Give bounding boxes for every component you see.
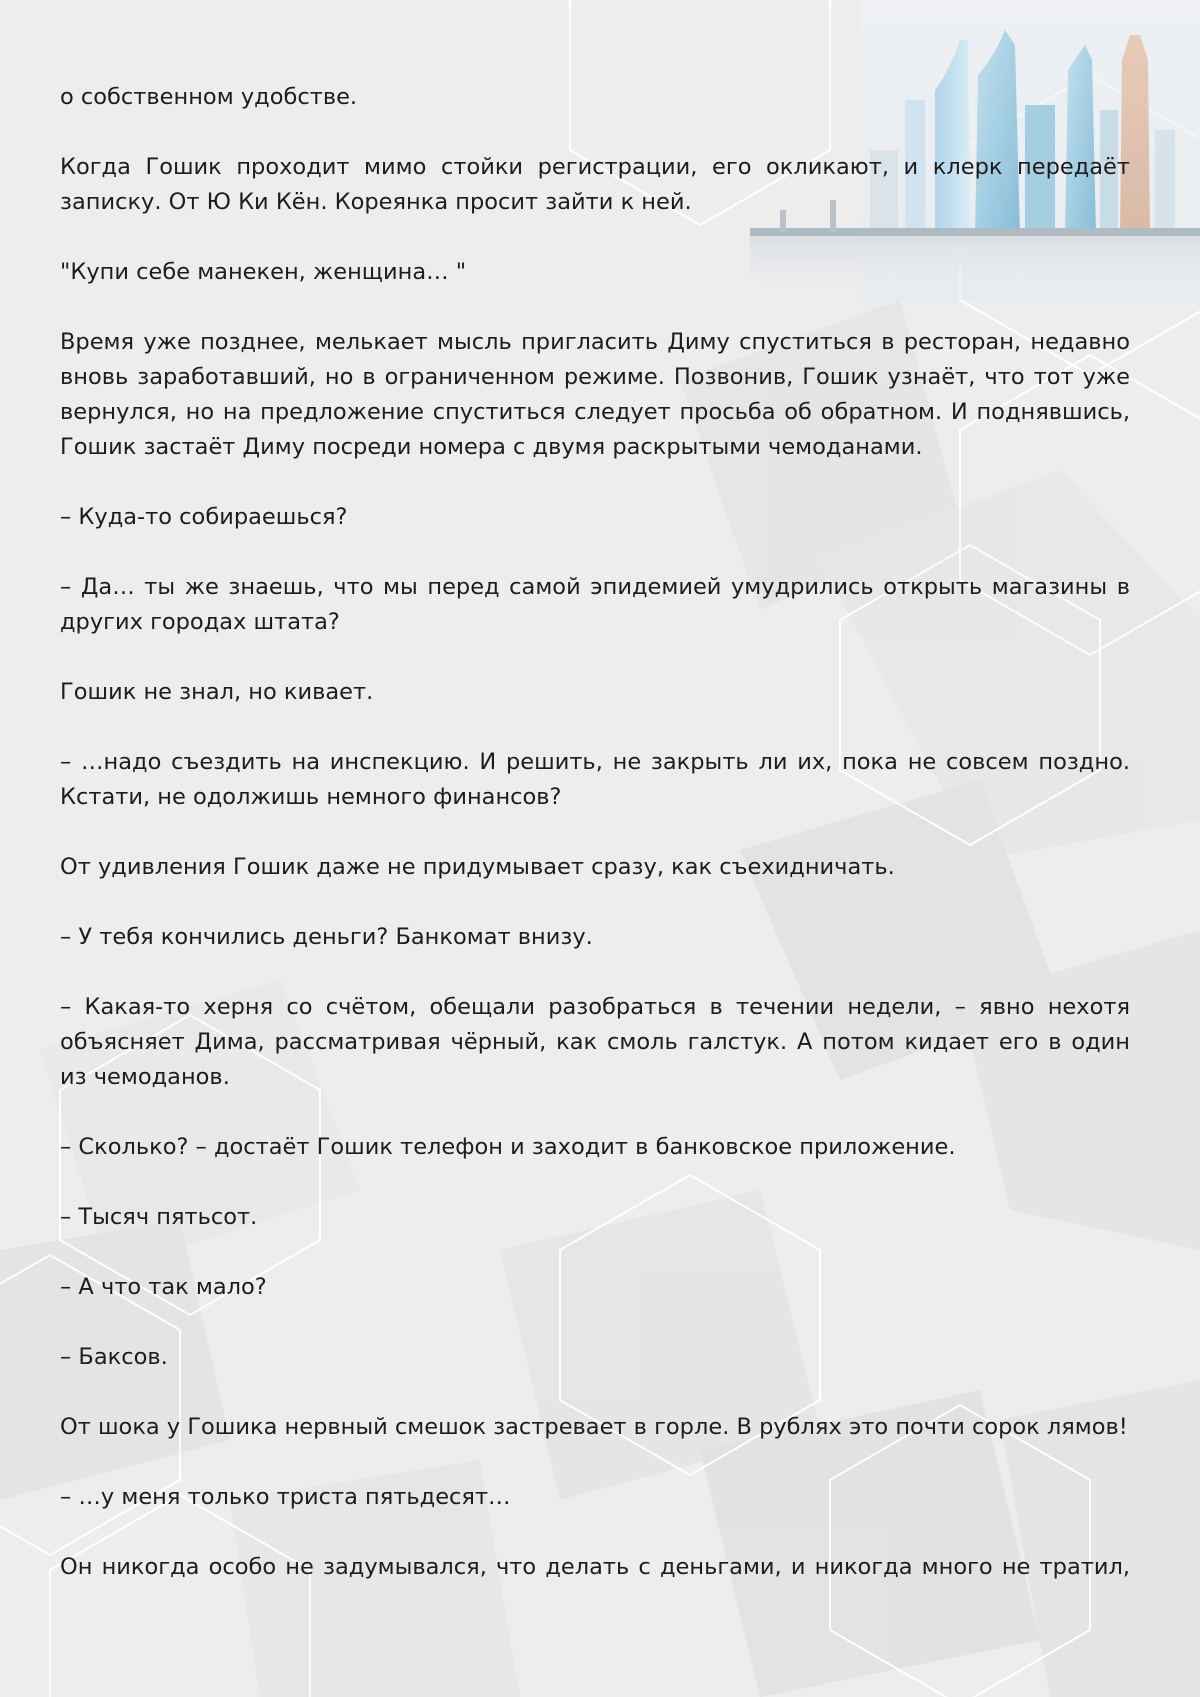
paragraph: – Куда-то собираешься?: [60, 504, 348, 530]
paragraph: От шока у Гошика нервный смешок застревает в горле. В рублях это почти сорок лямов!: [60, 1414, 1128, 1440]
document-body: [60, 80, 1130, 1585]
paragraph: – Баксов.: [60, 1344, 168, 1370]
paragraph: Когда Гошик проходит мимо стойки регистрации, его окликают, и клерк передаёт записку. От Ю Ки Кён. Кореянка просит зайти к ней.: [60, 154, 1130, 215]
paragraph: От удивления Гошик даже не придумывает сразу, как съехидничать.: [60, 854, 895, 880]
paragraph: – У тебя кончились деньги? Банкомат внизу.: [60, 924, 593, 950]
paragraph: – …надо съездить на инспекцию. И решить, не закрыть ли их, пока не совсем поздно. Кстати, не одолжишь немного финансов?: [60, 749, 1130, 810]
paragraph: – Сколько? – достаёт Гошик телефон и заходит в банковское приложение.: [60, 1134, 956, 1160]
paragraph: – …у меня только триста пятьдесят…: [60, 1484, 511, 1510]
paragraph: "Купи себе манекен, женщина… ": [60, 259, 467, 285]
paragraph: Он никогда особо не задумывался, что делать с деньгами, и никогда много не тратил,: [60, 1554, 1130, 1580]
paragraph: – А что так мало?: [60, 1274, 267, 1300]
paragraph: – Тысяч пятьсот.: [60, 1204, 258, 1230]
paragraph: о собственном удобстве.: [60, 84, 358, 110]
paragraph: – Да… ты же знаешь, что мы перед самой эпидемией умудрились открыть магазины в других городах штата?: [60, 574, 1130, 635]
paragraph: Гошик не знал, но кивает.: [60, 679, 374, 705]
paragraph: Время уже позднее, мелькает мысль пригласить Диму спуститься в ресторан, недавно вновь заработавший, но в ограниченном режиме. Позвонив, Гошик узнаёт, что тот уже вернулся, но на предложение спуститься следует просьба об обратном. И поднявшись, Гошик застаёт Диму посреди номера с двумя раскрытыми чемоданами.: [60, 329, 1130, 460]
paragraph: – Какая-то херня со счётом, обещали разобраться в течении недели, – явно нехотя объясняет Дима, рассматривая чёрный, как смоль галстук. А потом кидает его в один из чемоданов.: [60, 994, 1130, 1090]
